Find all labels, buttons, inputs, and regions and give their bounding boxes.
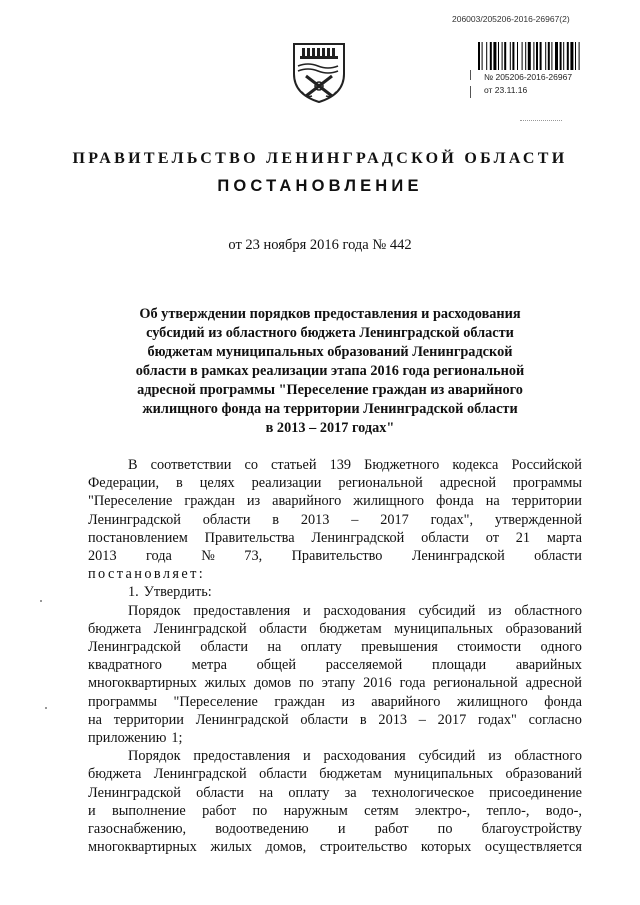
barcode-bar: [478, 42, 480, 70]
body-word: 21: [515, 529, 531, 546]
body-line: [88, 747, 582, 765]
body-word: площади: [431, 657, 487, 674]
title-line: бюджетам муниципальных образований Ленинградской: [147, 344, 513, 360]
body-word: на: [485, 493, 500, 510]
body-word: "Переселение: [173, 693, 258, 710]
barcode-bar: [579, 42, 580, 70]
registration-barcode: [478, 42, 636, 70]
body-word: по: [437, 821, 453, 838]
body-word: постановляет:: [88, 566, 206, 583]
body-word: аварийных: [515, 657, 582, 674]
body-word: фонда: [436, 493, 474, 510]
body-word: аварийного: [371, 693, 441, 710]
body-word: Ленинградской: [153, 620, 247, 637]
body-word: на: [88, 711, 102, 728]
body-word: целях: [199, 475, 235, 492]
title-line: Об утверждении порядков предоставления и расходования: [139, 306, 521, 322]
body-word: в: [272, 511, 280, 528]
body-word: выполнение: [112, 802, 186, 819]
body-line: [88, 838, 582, 856]
body-word: водоотведению: [215, 821, 309, 838]
body-word: №: [201, 548, 215, 565]
body-word: одного: [540, 639, 582, 656]
body-word: присоединение: [489, 784, 582, 801]
body-word: газоснабжению,: [88, 821, 187, 838]
barcode-bar: [490, 42, 492, 70]
barcode-number: № 205206-2016-26967: [484, 72, 573, 82]
body-word: территории: [113, 711, 184, 728]
body-word: Ленинградской: [153, 766, 247, 783]
body-word: 2017: [380, 511, 409, 528]
body-word: Правительство: [291, 548, 383, 565]
barcode-bar: [536, 42, 538, 70]
body-word: региональной: [338, 475, 423, 492]
barcode-bar: [502, 42, 503, 70]
body-line: [88, 693, 582, 711]
body-word: –: [351, 511, 359, 528]
body-word: предоставления: [193, 602, 291, 619]
body-word: граждан: [184, 493, 235, 510]
barcode-bar: [575, 42, 576, 70]
body-word: со: [244, 457, 258, 473]
body-word: территории: [511, 493, 582, 510]
body-word: муниципальных: [394, 766, 494, 783]
body-word: бюджетам: [319, 766, 382, 783]
barcode-bar: [498, 42, 499, 70]
barcode-bar: [504, 42, 506, 70]
body-word: 2017: [437, 711, 467, 728]
body-line: [88, 511, 582, 529]
body-word: метра: [191, 657, 227, 674]
body-word: и: [302, 602, 311, 619]
body-word: марта: [546, 529, 582, 546]
body-word: областного: [514, 748, 582, 765]
body-word: жилищного: [353, 493, 425, 510]
government-name: ПРАВИТЕЛЬСТВО ЛЕНИНГРАДСКОЙ ОБЛАСТИ: [72, 150, 568, 167]
body-word: Ленинградской: [195, 711, 289, 728]
body-word: года: [145, 548, 172, 565]
body-word: адресной: [439, 475, 497, 492]
body-word: образований: [505, 620, 582, 637]
body-word: года: [399, 675, 426, 692]
title-line: в 2013 – 2017 годах": [265, 420, 395, 436]
body-word: Ленинградской: [88, 784, 181, 801]
barcode-date: от 23.11.16: [484, 85, 528, 95]
body-word: домов,: [265, 839, 307, 856]
body-word: "Переселение: [88, 493, 173, 510]
body-word: субсидий: [418, 602, 476, 619]
dotted-line: [520, 120, 562, 121]
body-word: области: [200, 639, 249, 656]
body-word: оплату: [300, 639, 342, 656]
body-word: Ленинградской: [88, 639, 181, 656]
body-line: [88, 492, 582, 510]
body-line: [88, 456, 582, 474]
document-type: ПОСТАНОВЛЕНИЕ: [217, 177, 423, 195]
document-body: [88, 456, 582, 856]
body-word: жилищного: [456, 693, 528, 710]
body-word: общей: [256, 657, 297, 674]
body-word: благоустройству: [481, 821, 582, 838]
body-word: области: [196, 784, 244, 801]
body-line: [88, 474, 582, 492]
body-word: фонда: [544, 693, 582, 710]
body-word: на: [267, 639, 282, 656]
body-word: расходования: [323, 602, 406, 619]
body-line: [88, 602, 582, 620]
body-word: Правительства: [204, 529, 295, 546]
barcode-bar: [486, 42, 487, 70]
body-word: муниципальных: [394, 620, 494, 637]
title-line: адресной программы "Переселение граждан из аварийного: [137, 382, 523, 398]
body-line: [88, 565, 582, 583]
barcode-bar: [528, 42, 531, 70]
body-line: [88, 711, 582, 729]
body-word: многоквартирных: [88, 675, 197, 692]
margin-mark: [470, 86, 471, 98]
body-word: области: [421, 529, 469, 546]
body-line: [88, 656, 582, 674]
body-word: 73,: [244, 548, 263, 565]
body-line: [88, 729, 582, 747]
scan-speck: [40, 600, 42, 602]
body-word: 139: [329, 457, 352, 473]
body-word: электро-,: [415, 802, 471, 819]
body-word: Бюджетного: [364, 457, 440, 473]
title-line: области в рамках реализации этапа 2016 года региональной: [135, 363, 525, 379]
body-word: работ: [202, 802, 237, 819]
body-word: бюджета: [88, 766, 142, 783]
body-word: согласно: [528, 711, 582, 728]
body-word: В: [128, 457, 138, 473]
body-word: оплату: [288, 784, 330, 801]
barcode-bar: [517, 42, 518, 70]
body-word: из: [488, 602, 502, 619]
body-word: годах",: [430, 511, 474, 528]
body-word: и: [302, 748, 311, 765]
body-word: и: [88, 802, 96, 819]
body-word: бюджетам: [319, 620, 382, 637]
margin-mark: [470, 70, 471, 80]
body-line: [88, 529, 582, 547]
body-line: [88, 583, 582, 601]
body-word: Порядок: [128, 748, 181, 765]
body-word: 1.: [128, 584, 139, 601]
body-word: 2016: [363, 675, 392, 692]
body-word: из: [488, 748, 502, 765]
title-line: жилищного фонда на территории Ленинградской области: [142, 401, 518, 417]
body-word: соответствии: [150, 457, 232, 473]
body-word: расселяемой: [325, 657, 403, 674]
body-word: Порядок: [128, 602, 181, 619]
scan-speck: [45, 707, 47, 709]
body-word: годах": [478, 711, 517, 728]
body-word: этапу: [321, 675, 356, 692]
barcode-bar: [548, 42, 550, 70]
barcode-bar: [493, 42, 496, 70]
body-word: областного: [514, 602, 582, 619]
body-word: Ленинградской: [311, 529, 405, 546]
title-line: субсидий из областного бюджета Ленинградской области: [146, 325, 514, 341]
barcode-bar: [522, 42, 523, 70]
body-word: жилых: [204, 675, 247, 692]
barcode-bar: [567, 42, 569, 70]
barcode-bar: [570, 42, 573, 70]
body-word: Российской: [511, 457, 582, 473]
body-word: Ленинградской: [88, 511, 181, 528]
body-word: домов: [253, 675, 292, 692]
barcode-bar: [510, 42, 511, 70]
body-word: в: [176, 475, 183, 492]
body-word: за: [344, 784, 357, 801]
body-word: субсидий: [418, 748, 476, 765]
body-line: [88, 547, 582, 565]
barcode-bar: [545, 42, 546, 70]
body-word: региональной: [433, 675, 518, 692]
body-word: по: [252, 802, 268, 819]
body-word: сетям: [364, 802, 399, 819]
body-line: [88, 765, 582, 783]
barcode-bar: [540, 42, 542, 70]
body-word: из: [246, 493, 261, 510]
body-word: приложению: [88, 730, 167, 747]
body-word: программы: [512, 475, 582, 492]
body-line: [88, 674, 582, 692]
body-word: предоставления: [193, 748, 291, 765]
body-line: [88, 620, 582, 638]
body-word: утвержденной: [494, 511, 582, 528]
body-word: кодекса: [452, 457, 499, 473]
body-word: осуществляется: [484, 839, 582, 856]
body-word: из: [341, 693, 355, 710]
barcode-bar: [551, 42, 552, 70]
body-word: работ: [374, 821, 409, 838]
body-word: адресной: [525, 675, 582, 692]
body-word: аварийного: [272, 493, 342, 510]
body-word: области: [259, 620, 307, 637]
body-word: квадратного: [88, 657, 162, 674]
body-word: программы: [88, 693, 158, 710]
body-word: стоимости: [457, 639, 522, 656]
body-word: 2013: [88, 548, 117, 565]
body-word: статьей: [271, 457, 317, 473]
body-line: [88, 638, 582, 656]
body-word: Ленинградской: [411, 548, 505, 565]
body-word: по: [298, 675, 314, 692]
body-word: строительство: [319, 839, 408, 856]
body-line: [88, 802, 582, 820]
body-word: жилых: [210, 839, 252, 856]
body-word: тепло-,: [486, 802, 530, 819]
barcode-bar: [533, 42, 534, 70]
coat-of-arms-emblem: [288, 40, 350, 104]
body-word: в: [359, 711, 367, 728]
barcode-bar: [555, 42, 558, 70]
barcode-bar: [512, 42, 514, 70]
document-title: [120, 305, 540, 438]
body-word: бюджета: [88, 620, 142, 637]
body-word: 2013: [378, 711, 408, 728]
body-word: которых: [420, 839, 472, 856]
body-line: [88, 820, 582, 838]
body-word: области: [202, 511, 251, 528]
body-line: [88, 784, 582, 802]
body-word: образований: [505, 766, 582, 783]
body-word: –: [418, 711, 426, 728]
barcode-bar: [482, 42, 483, 70]
body-word: наружным: [283, 802, 348, 819]
body-word: на: [259, 784, 274, 801]
body-word: от: [485, 529, 499, 546]
body-word: водо-,: [545, 802, 582, 819]
body-word: Утвердить:: [143, 584, 212, 601]
body-word: многоквартирных: [88, 839, 197, 856]
body-word: реализации: [251, 475, 322, 492]
body-word: и: [337, 821, 346, 838]
body-word: 2013: [300, 511, 330, 528]
registration-number: 206003/205206-2016-26967(2): [452, 14, 570, 24]
body-word: постановлением: [88, 529, 188, 546]
body-word: граждан: [274, 693, 325, 710]
document-date-number: от 23 ноября 2016 года № 442: [228, 237, 412, 253]
body-word: технологическое: [371, 784, 474, 801]
barcode-bar: [563, 42, 564, 70]
body-word: превышения: [361, 639, 438, 656]
barcode-bar: [560, 42, 562, 70]
barcode-bar: [525, 42, 526, 70]
body-word: расходования: [323, 748, 406, 765]
body-word: 1;: [171, 730, 183, 747]
body-word: Федерации,: [88, 475, 160, 492]
body-word: области: [300, 711, 349, 728]
body-word: области: [259, 766, 307, 783]
body-word: области: [534, 548, 582, 565]
